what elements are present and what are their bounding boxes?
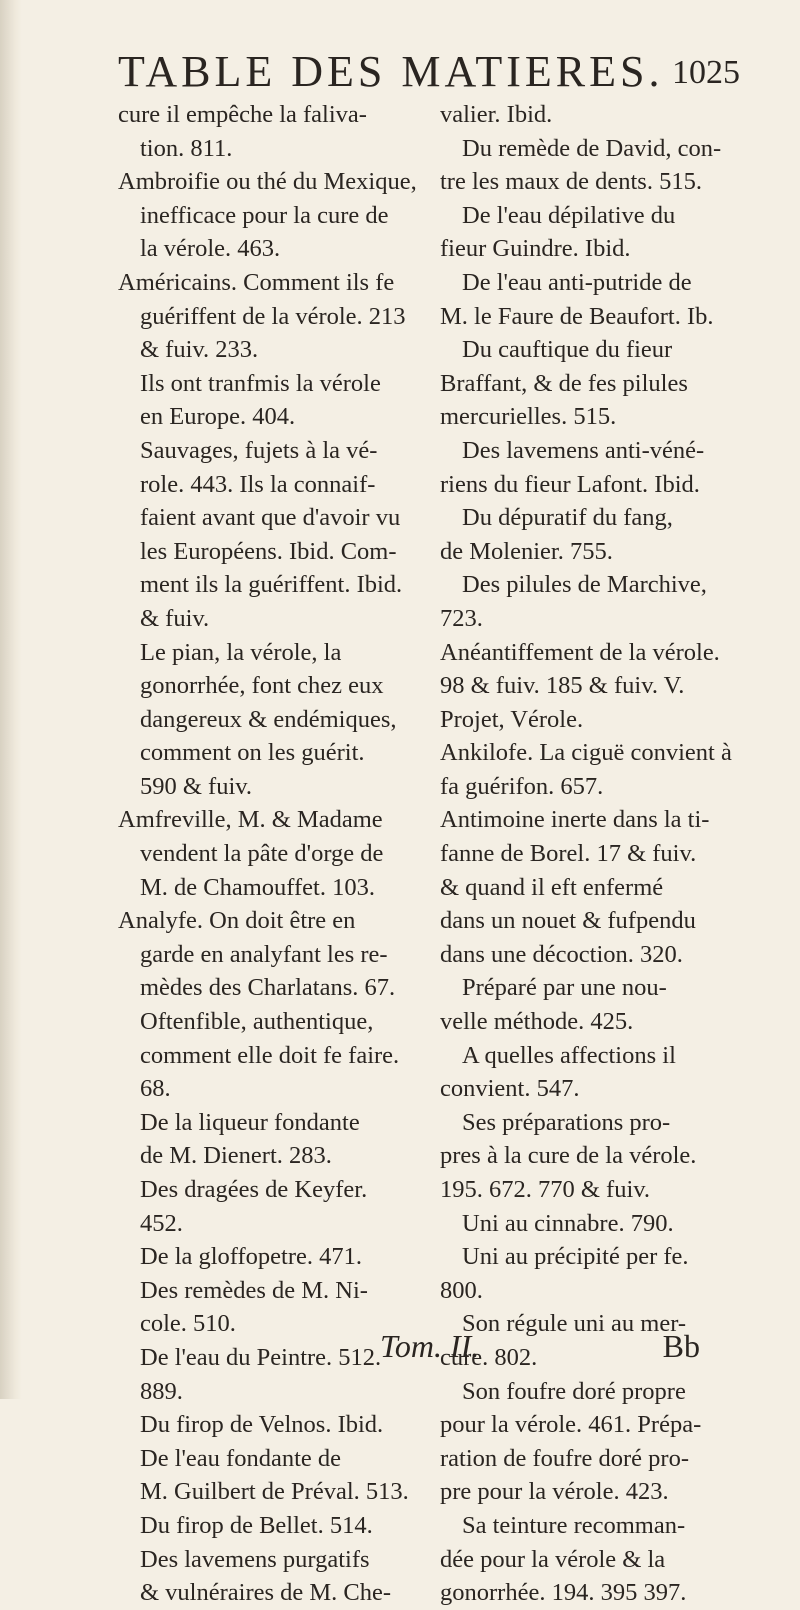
index-line: velle méthode. 425.	[440, 1008, 634, 1036]
index-line: tre les maux de dents. 515.	[440, 168, 702, 196]
index-line: faient avant que d'avoir vu	[140, 504, 401, 532]
index-line: Des pilules de Marchive,	[462, 571, 707, 599]
index-line: & fuiv. 233.	[140, 336, 259, 364]
signature-mark: Bb	[662, 1328, 700, 1364]
index-line: les Européens. Ibid. Com-	[140, 537, 397, 565]
index-line: de Molenier. 755.	[440, 537, 613, 565]
index-line: pour la vérole. 461. Prépa-	[440, 1411, 702, 1439]
index-line: ration de foufre doré pro-	[440, 1444, 689, 1472]
index-line: 68.	[140, 1075, 171, 1103]
index-line: fa guérifon. 657.	[440, 772, 604, 800]
index-line: vendent la pâte d'orge de	[140, 840, 384, 868]
index-line: dans un nouet & fufpendu	[440, 907, 696, 935]
index-line: Ambroifie ou thé du Mexique,	[118, 168, 417, 196]
index-line: & vulnéraires de M. Che-	[140, 1579, 392, 1607]
index-line: guériffent de la vérole. 213	[140, 302, 406, 330]
page-footer	[380, 1328, 740, 1368]
index-line: Du remède de David, con-	[462, 134, 722, 162]
index-line: convient. 547.	[440, 1075, 580, 1103]
index-line: De l'eau fondante de	[140, 1444, 342, 1472]
running-header	[118, 46, 740, 96]
index-line: role. 443. Ils la connaif-	[140, 470, 376, 498]
index-line: Uni au précipité per fe.	[462, 1243, 689, 1271]
index-line: valier. Ibid.	[440, 101, 553, 128]
index-line: 195. 672. 770 & fuiv.	[440, 1176, 651, 1203]
index-line: M. de Chamouffet. 103.	[140, 873, 375, 901]
index-line: Américains. Comment ils fe	[118, 268, 395, 296]
index-line: cure il empêche la faliva-	[118, 101, 367, 128]
index-line: la vérole. 463.	[140, 235, 281, 263]
index-line: Son régule uni au mer-	[462, 1310, 687, 1338]
index-line: Amfreville, M. & Madame	[118, 806, 383, 834]
index-line: 452.	[140, 1209, 183, 1237]
index-line: Uni au cinnabre. 790.	[462, 1209, 674, 1237]
index-line: 723.	[440, 604, 483, 632]
index-line: gonorrhée, font chez eux	[140, 672, 384, 700]
index-line: Du firop de Bellet. 514.	[140, 1511, 373, 1539]
index-line: Antimoine inerte dans la ti-	[440, 806, 710, 834]
index-line: en Europe. 404.	[140, 403, 296, 431]
right-column	[440, 98, 740, 1610]
index-line: 800.	[440, 1276, 483, 1304]
index-line: M. Guilbert de Préval. 513.	[140, 1478, 409, 1506]
index-line: Projet, Vérole.	[440, 705, 584, 733]
index-line: Braffant, & de fes pilules	[440, 369, 688, 397]
index-line: de M. Dienert. 283.	[140, 1142, 332, 1170]
header-title: TABLE DES MATIERES.	[118, 47, 664, 96]
index-line: 98 & fuiv. 185 & fuiv. V.	[440, 672, 685, 700]
index-line: dans une décoction. 320.	[440, 940, 683, 968]
index-line: dée pour la vérole & la	[440, 1545, 666, 1573]
index-line: inefficace pour la cure de	[140, 201, 389, 229]
index-line: garde en analyfant les re-	[140, 940, 388, 968]
index-line: De l'eau anti-putride de	[462, 268, 692, 296]
index-line: ment ils la guériffent. Ibid.	[140, 571, 403, 599]
index-line: De l'eau du Peintre. 512.	[140, 1343, 382, 1371]
index-line: Sauvages, fujets à la vé-	[140, 436, 378, 464]
index-line: Le pian, la vérole, la	[140, 638, 342, 666]
index-line: Du cauftique du fieur	[462, 336, 673, 364]
index-line: Des lavemens anti-véné-	[462, 436, 705, 464]
index-line: mercurielles. 515.	[440, 403, 617, 431]
left-column	[118, 98, 418, 1610]
index-line: Ils ont tranfmis la vérole	[140, 369, 381, 397]
index-line: cure. 802.	[440, 1343, 538, 1371]
footer-tome: Tom. II.	[380, 1328, 480, 1364]
index-line: De la gloffopetre. 471.	[140, 1243, 363, 1271]
page-number: 1025	[672, 54, 740, 91]
index-line: 590 & fuiv.	[140, 772, 253, 800]
index-line: M. le Faure de Beaufort. Ib.	[440, 302, 714, 330]
index-line: pres à la cure de la vérole.	[440, 1142, 697, 1170]
index-line: fanne de Borel. 17 & fuiv.	[440, 840, 697, 868]
index-line: cole. 510.	[140, 1310, 236, 1338]
index-line: Du firop de Velnos. Ibid.	[140, 1411, 384, 1439]
index-line: fieur Guindre. Ibid.	[440, 235, 631, 263]
index-line: Des lavemens purgatifs	[140, 1545, 370, 1573]
index-line: Ankilofe. La ciguë convient à	[440, 739, 732, 767]
index-line: dangereux & endémiques,	[140, 705, 397, 733]
index-line: pre pour la vérole. 423.	[440, 1478, 669, 1506]
index-line: Son foufre doré propre	[462, 1377, 686, 1405]
index-line: riens du fieur Lafont. Ibid.	[440, 470, 700, 498]
index-line: comment elle doit fe faire.	[140, 1041, 400, 1069]
index-line: De la liqueur fondante	[140, 1108, 360, 1136]
page-spine-shadow	[0, 0, 22, 1399]
index-line: 889.	[140, 1377, 183, 1405]
index-line: Sa teinture recomman-	[462, 1511, 686, 1539]
index-line: Du dépuratif du fang,	[462, 504, 673, 532]
index-line: De l'eau dépilative du	[462, 201, 676, 229]
index-line: mèdes des Charlatans. 67.	[140, 974, 396, 1002]
index-line: & fuiv.	[140, 604, 210, 632]
index-line: comment on les guérit.	[140, 739, 365, 767]
index-line: gonorrhée. 194. 395 397.	[440, 1579, 687, 1607]
index-line: Oftenfible, authentique,	[140, 1008, 374, 1036]
index-line: A quelles affections il	[462, 1041, 676, 1069]
index-line: Des remèdes de M. Ni-	[140, 1276, 368, 1304]
index-line: Anéantiffement de la vérole.	[440, 638, 720, 666]
index-line: & quand il eft enfermé	[440, 873, 664, 901]
index-line: Préparé par une nou-	[462, 974, 667, 1002]
index-line: Analyfe. On doit être en	[118, 907, 356, 935]
index-line: Des dragées de Keyfer.	[140, 1176, 368, 1203]
index-line: Ses préparations pro-	[462, 1108, 671, 1136]
index-line: tion. 811.	[140, 134, 233, 162]
